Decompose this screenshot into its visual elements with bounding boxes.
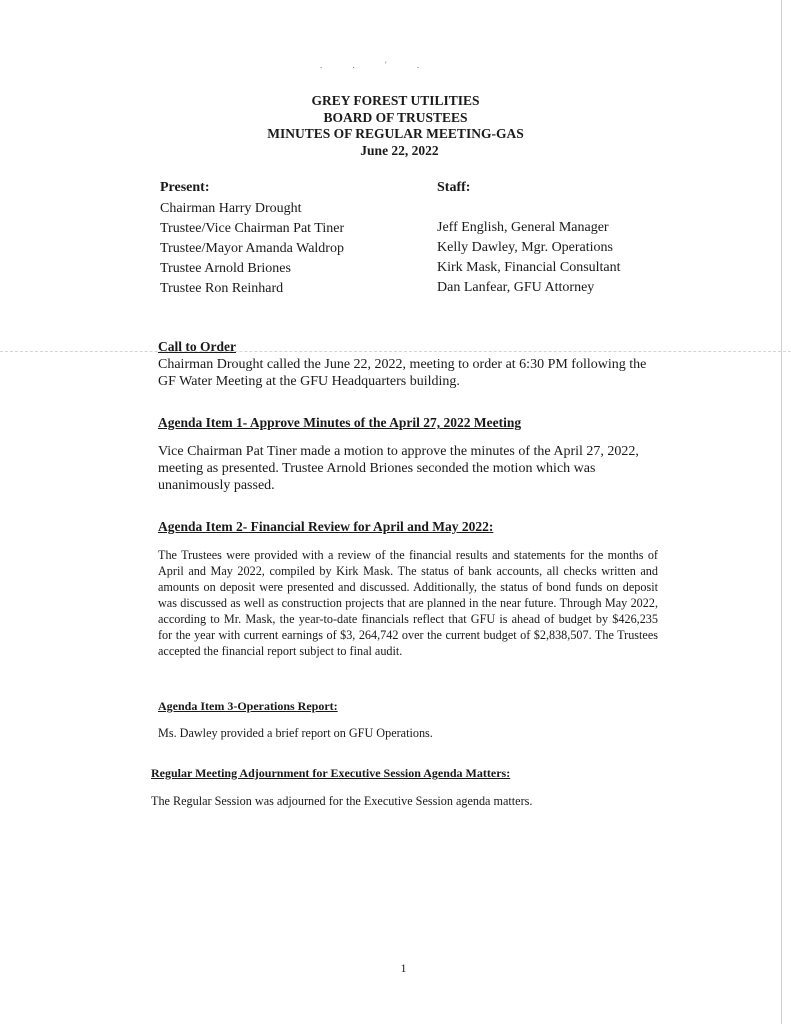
present-member: Trustee/Vice Chairman Pat Tiner [160, 221, 345, 236]
section-body: Ms. Dawley provided a brief report on GFU Operations. [158, 726, 433, 740]
present-list [160, 178, 344, 299]
staff-heading: Staff: [437, 180, 471, 195]
section-agenda-item-3 [158, 697, 658, 741]
present-member: Trustee/Mayor Amanda Waldrop [160, 241, 344, 256]
board-name: BOARD OF TRUSTEES [323, 109, 468, 125]
section-body: The Regular Session was adjourned for the Executive Session agenda matters. [151, 794, 533, 808]
staff-member: Kirk Mask, Financial Consultant [437, 260, 621, 275]
section-agenda-item-1 [158, 414, 658, 494]
section-title: Agenda Item 2- Financial Review for April and May 2022: [158, 519, 494, 534]
section-title: Agenda Item 1- Approve Minutes of the April 27, 2022 Meeting [158, 415, 522, 430]
section-title: Regular Meeting Adjournment for Executive Session Agenda Matters: [151, 766, 511, 780]
section-body: Vice Chairman Pat Tiner made a motion to approve the minutes of the April 27, 2022, meeting as presented. Trustee Arnold Briones seconded the motion which was unanimously passed. [158, 444, 639, 493]
document-header [0, 93, 791, 159]
meeting-date: June 22, 2022 [360, 142, 439, 158]
staff-member: Jeff English, General Manager [437, 220, 609, 235]
staff-member: Dan Lanfear, GFU Attorney [437, 280, 595, 295]
present-member: Trustee Ron Reinhard [160, 281, 284, 296]
section-adjournment [151, 764, 651, 809]
present-heading: Present: [160, 180, 210, 195]
section-body: Chairman Drought called the June 22, 2022, meeting to order at 6:30 PM following the GF Water Meeting at the GFU Headquarters building. [158, 357, 647, 389]
present-member: Trustee Arnold Briones [160, 261, 291, 276]
section-title: Agenda Item 3-Operations Report: [158, 699, 338, 713]
section-agenda-item-2 [158, 518, 658, 659]
document-title: MINUTES OF REGULAR MEETING-GAS [267, 126, 524, 141]
staff-list [437, 178, 621, 298]
section-title: Call to Order [158, 339, 236, 354]
page-number: 1 [400, 961, 407, 975]
org-name: GREY FOREST UTILITIES [311, 93, 480, 108]
section-call-to-order [158, 338, 658, 390]
section-body: The Trustees were provided with a review of the financial results and statements for the months of April and May 2022, compiled by Kirk Mask. The status of bank accounts, all checks written and amounts on deposit were presented and discussed. Additionally, the status of bond funds on deposit was discussed as well as construction projects that are planned in the near future. Through May 2022, according to Mr. Mask, the year-to-date financials reflect that GFU is ahead of budget by $426,235 for the year with current earnings of $3, 264,742 over the current budget of $2,838,507. The Trustees accepted the financial report subject to final audit. [158, 548, 658, 658]
present-member: Chairman Harry Drought [160, 201, 302, 216]
staff-member: Kelly Dawley, Mgr. Operations [437, 240, 613, 255]
scan-specks: . . ' . [320, 60, 434, 70]
